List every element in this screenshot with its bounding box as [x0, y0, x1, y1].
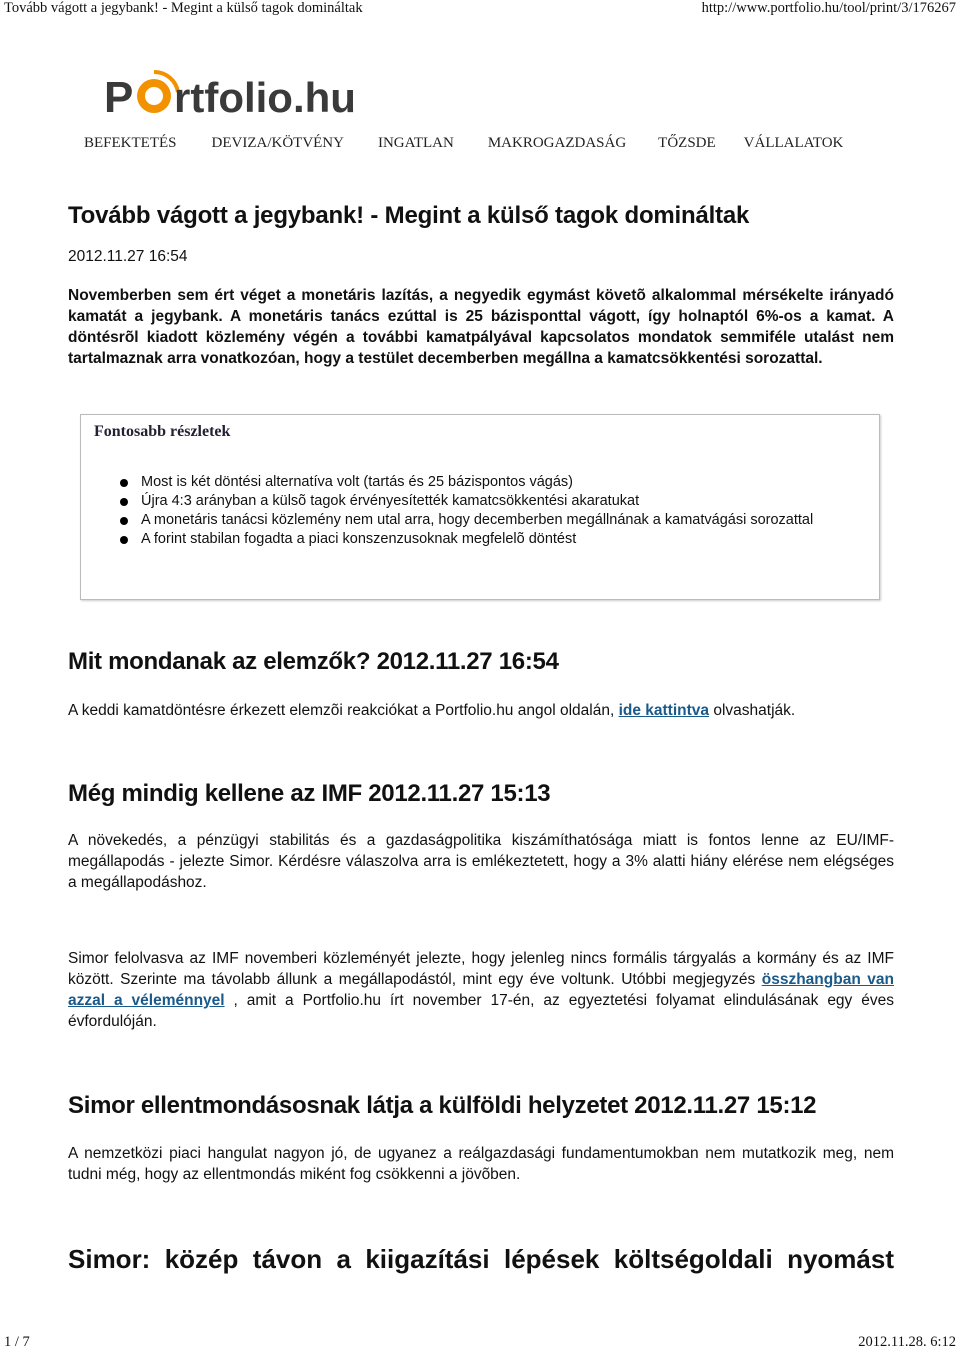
paragraph-text: A keddi kamatdöntésre érkezett elemzõi reakciókat a Portfolio.hu angol oldalán,	[68, 702, 619, 719]
print-datetime: 2012.11.28. 6:12	[858, 1334, 956, 1350]
details-item: Újra 4:3 arányban a külsõ tagok érvényesítették kamatcsökkentési akaratukat	[123, 492, 869, 511]
section-paragraph-analysts	[68, 700, 894, 721]
paragraph-text: , amit a Portfolio.hu írt november 17-én, az egyeztetési folyamat elindulásának egy éves évfordulóján.	[68, 992, 894, 1030]
nav-item-deviza[interactable]: DEVIZA/KÖTVÉNY	[211, 135, 344, 151]
details-item: A forint stabilan fogadta a piaci konszenzusoknak megfelelõ döntést	[123, 530, 869, 549]
nav-item-ingatlan[interactable]: INGATLAN	[377, 135, 454, 151]
section-paragraph-foreign: A nemzetközi piaci hangulat nagyon jó, de ugyanez a reálgazdasági fundamentumokban nem mutatkozik meg, nem tudni még, hogy az ellentmondás miként fog csökkenni a jövõben.	[68, 1145, 894, 1183]
section-paragraph-imf-2	[68, 948, 894, 1032]
details-title: Fontosabb részletek	[94, 423, 231, 440]
logo-wordmark: rtfolio.hu	[174, 74, 356, 121]
paragraph-text: Simor felolvasva az IMF novemberi közleményét jelezte, hogy jelenleg nincs formális tárgyalás a kormány és az IMF között. Szerinte ma távolabb állunk a megállapodástól, mint egy éve voltunk. Utóbbi megjegyzés	[68, 950, 894, 988]
print-header	[0, 0, 960, 20]
print-footer	[0, 1334, 960, 1354]
opinion-link[interactable]: összhangban van azzal a véleménnyel	[68, 971, 895, 1009]
article-lead: Novemberben sem ért véget a monetáris lazítás, a negyedik egymást követõ alkalommal mérsékelte irányadó kamatát a jegybank. A monetáris tanács ezúttal is 25 bázisponttal vágott, így holnaptól 6%-os a kamat. A döntésrõl kiadott közlemény végén a további kamatpályával kapcsolatos mondatok semmiféle utalást nem tartalmaznak arra vonatkozóan, hogy a testület decemberben megállna a kamatcsökkentési sorozattal.	[68, 287, 894, 367]
details-list	[123, 473, 869, 549]
section-heading-analysts: Mit mondanak az elemzők? 2012.11.27 16:54	[68, 648, 559, 675]
nav-item-vallalatok[interactable]: VÁLLALATOK	[743, 135, 844, 151]
section-heading-midterm: Simor: közép távon a kiigazítási lépések költségoldali nyomást	[68, 1244, 894, 1274]
logo-letter-p: P	[104, 73, 134, 122]
nav-item-befektetes[interactable]: BEFEKTETÉS	[84, 135, 177, 151]
section-paragraph-imf-1: A növekedés, a pénzügyi stabilitás és a gazdaságpolitika kiszámíthatósága miatt is fontos lenne az EU/IMF-megállapodás - jelezte Simor. Kérdésre válaszolva arra is emlékeztetett, hogy a 3% alatti hiány elérése nem elégséges a megállapodáshoz.	[68, 832, 894, 891]
article-date: 2012.11.27 16:54	[68, 248, 188, 265]
section-heading-foreign: Simor ellentmondásosnak látja a külföldi helyzetet 2012.11.27 15:12	[68, 1092, 817, 1119]
details-item: A monetáris tanácsi közlemény nem utal arra, hogy decemberben megállnának a kamatvágási sorozattal	[123, 511, 869, 530]
print-header-url: http://www.portfolio.hu/tool/print/3/176267	[701, 0, 956, 16]
main-nav	[84, 135, 884, 152]
details-box	[80, 414, 880, 600]
analysts-link[interactable]: ide kattintva	[618, 702, 710, 719]
details-item: Most is két döntési alternatíva volt (tartás és 25 bázispontos vágás)	[123, 473, 869, 492]
nav-item-makrogazdasag[interactable]: MAKROGAZDASÁG	[487, 135, 627, 151]
paragraph-text: olvashatják.	[709, 702, 796, 719]
print-header-title: Tovább vágott a jegybank! - Megint a külső tagok domináltak	[4, 0, 363, 16]
article-title: Tovább vágott a jegybank! - Megint a külső tagok domináltak	[68, 202, 750, 229]
section-heading-imf: Még mindig kellene az IMF 2012.11.27 15:13	[68, 780, 551, 807]
logo-orange-circle-icon	[137, 72, 178, 113]
nav-item-tozsde[interactable]: TŐZSDE	[658, 135, 716, 151]
portfolio-logo[interactable]	[104, 68, 364, 124]
page-number: 1 / 7	[4, 1334, 30, 1350]
